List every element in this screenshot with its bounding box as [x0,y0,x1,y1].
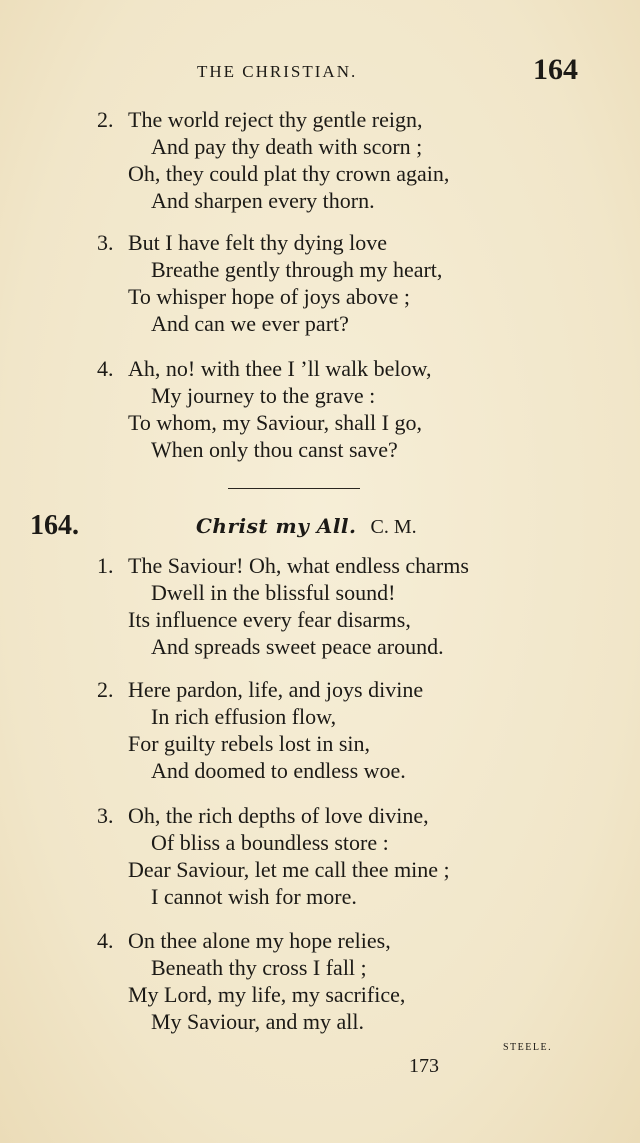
stanza-line: To whisper hope of joys above ; [128,284,410,309]
stanza-number: 4. [97,356,114,381]
running-title: THE CHRISTIAN. [197,62,358,81]
stanza-number: 3. [97,230,114,255]
stanza-number: 3. [97,803,114,828]
stanza-number: 1. [97,553,114,578]
hymn-author: STEELE. [503,1042,553,1053]
stanza-line: I cannot wish for more. [151,884,357,909]
stanza-line: Of bliss a boundless store : [151,830,389,855]
stanza-line: And spreads sweet peace around. [151,634,444,659]
hymn-meter: C. M. [370,516,417,538]
stanza-line: My Saviour, and my all. [151,1009,364,1034]
stanza-line: And sharpen every thorn. [151,188,375,213]
stanza-line: And doomed to endless woe. [151,758,406,783]
stanza-number: 4. [97,928,114,953]
stanza-line: Oh, they could plat thy crown again, [128,161,450,186]
stanza-line: For guilty rebels lost in sin, [128,731,370,756]
stanza-line: The Saviour! Oh, what endless charms [128,553,469,578]
hymn-title: Christ my All. [196,514,357,538]
stanza-line: Oh, the rich depths of love divine, [128,803,429,828]
stanza-number: 2. [97,107,114,132]
stanza-line: And pay thy death with scorn ; [151,134,423,159]
stanza-line: Dwell in the blissful sound! [151,580,396,605]
hymn-title-line [196,514,417,539]
stanza-line: In rich effusion flow, [151,704,337,729]
stanza-line: Breathe gently through my heart, [151,257,443,282]
stanza-line: Ah, no! with thee I ’ll walk below, [128,356,432,381]
stanza-number: 2. [97,677,114,702]
hymn-number: 164. [30,510,79,541]
stanza-line: Dear Saviour, let me call thee mine ; [128,857,450,882]
stanza-line: But I have felt thy dying love [128,230,388,255]
header-hymn-number: 164 [533,53,578,86]
stanza-line: On thee alone my hope relies, [128,928,391,953]
stanza-line: My Lord, my life, my sacrifice, [128,982,406,1007]
stanza-line: Its influence every fear disarms, [128,607,411,632]
stanza-line: My journey to the grave : [151,383,376,408]
stanza-line: Beneath thy cross I fall ; [151,955,367,980]
stanza-line: To whom, my Saviour, shall I go, [128,410,422,435]
stanza-line: Here pardon, life, and joys divine [128,677,424,702]
section-divider [228,488,360,489]
stanza-line: The world reject thy gentle reign, [128,107,423,132]
stanza-line: When only thou canst save? [151,437,398,462]
page-number: 173 [409,1055,439,1077]
stanza-line: And can we ever part? [151,311,349,336]
